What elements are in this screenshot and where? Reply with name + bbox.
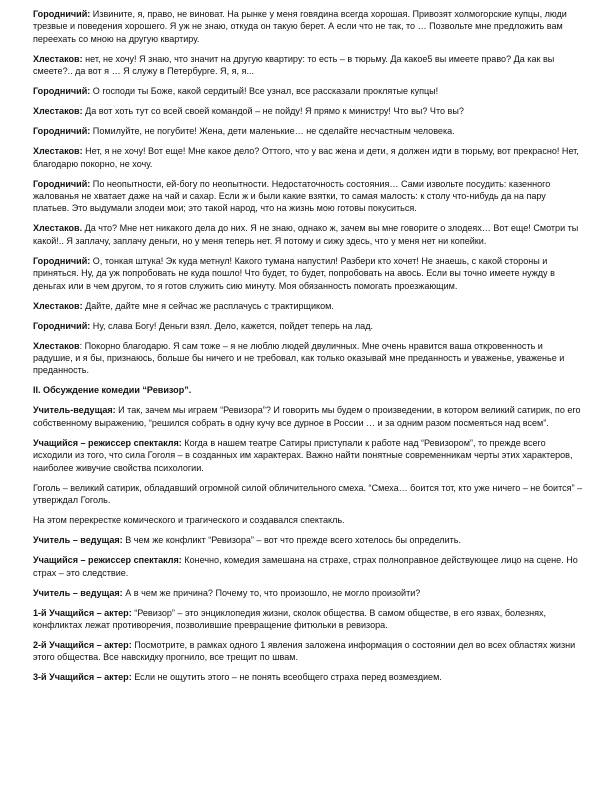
paragraph	[33, 671, 584, 683]
paragraph-text: А в чем же причина? Почему то, что произошло, не могло произойти?	[122, 587, 421, 598]
paragraph	[33, 587, 584, 599]
paragraph	[33, 85, 584, 97]
paragraph-text: Ну, слава Богу! Деньги взял. Дело, кажется, пойдет теперь на лад.	[90, 320, 373, 331]
speaker-name: Хлестаков:	[33, 300, 83, 311]
paragraph	[33, 320, 584, 332]
speaker-name: Городничий:	[33, 178, 91, 189]
paragraph-text: Извините, я, право, не виноват. На рынке у меня говядина всегда хорошая. Привозят холмогорские купцы, люди трезвые и поведения хорошего. Я уж не знаю, откуда он такую берет. А если что не так, то … Позвольте мне предложить вам переехать со мною на другую квартиру.	[33, 9, 567, 44]
paragraph-text: По неопытности, ей-богу по неопытности. Недостаточность состояния… Сами извольте посудить: казенного жалованья не хватает даже на чай и сахар. Если ж и были какие взятки, то самая малость: к столу что-нибудь да на пару платьев. Это выдумали злодеи мои; это такой народ, что на жизнь мою готовы покуситься.	[33, 178, 551, 214]
paragraph	[33, 300, 584, 312]
paragraph-text: Конечно, комедия замешана на страхе, страх полноправное действующее лицо на сцене. Но страх – это следствие.	[33, 555, 578, 578]
speaker-name: Учащийся – режиссер спектакля:	[33, 437, 182, 448]
speaker-name: Городничий:	[33, 9, 91, 19]
paragraph	[33, 255, 584, 292]
speaker-name: Учитель – ведущая:	[33, 587, 123, 598]
paragraph-text: И так, зачем мы играем “Ревизора”? И говорить мы будем о произведении, в котором великий сатирик, по его собственному выражению, “решился собрать в одну кучу все дурное в России … и за одним разом посмеяться над всем”.	[33, 405, 581, 428]
paragraph-text: Да что? Мне нет никакого дела до них. Я не знаю, однако ж, зачем вы мне говорите о злодеях… Вот еще! Смотри ты какой!.. Я заплачу, заплачу деньги, но у меня теперь нет. Я потому и сижу здесь, что у меня нет ни копейки.	[33, 223, 579, 246]
speaker-name: Учитель – ведущая:	[33, 535, 123, 546]
paragraph	[33, 554, 584, 579]
paragraph-text: Дайте, дайте мне я сейчас же расплачусь с трактирщиком.	[82, 300, 334, 311]
paragraph	[33, 340, 584, 377]
paragraph	[33, 222, 584, 247]
section-title: II. Обсуждение комедии “Ревизор”.	[33, 385, 192, 396]
speaker-name: 1-й Учащийся – актер:	[33, 607, 132, 618]
speaker-name: Хлестаков:	[33, 146, 83, 157]
speaker-name: 2-й Учащийся – актер:	[33, 639, 132, 650]
paragraph	[33, 639, 584, 664]
paragraph	[33, 482, 584, 507]
paragraph	[33, 514, 584, 526]
paragraph	[33, 53, 584, 78]
paragraph	[33, 8, 584, 45]
speaker-name: Хлестаков.	[33, 223, 83, 234]
paragraph	[33, 105, 584, 117]
paragraph-text: На этом перекрестке комического и трагического и создавался спектакль.	[33, 515, 345, 526]
speaker-name: Хлестаков:	[33, 106, 83, 117]
paragraph-text: Гоголь – великий сатирик, обладавший огромной силой обличительного смеха. “Смеха… боится тот, кто уже ничего – не боится” – утверждал Гоголь.	[33, 482, 583, 506]
paragraph-text: нет, не хочу! Я знаю, что значит на другую квартиру: то есть – в тюрьму. Да какое5 вы имеете право? Да как вы смеете?.. да вот я … Я служу в Петербурге. Я, я, я...	[33, 53, 555, 77]
paragraph	[33, 125, 584, 137]
paragraph	[33, 404, 584, 429]
section-heading	[33, 384, 584, 396]
paragraph	[33, 607, 584, 632]
speaker-name: Городничий:	[33, 320, 91, 331]
paragraph-text: Когда в нашем театре Сатиры приступали к работе над “Ревизором”, то прежде всего исходили из того, что сила Гоголя – в созданных им характерах. Важно найти понятные современникам черты этих характеров, наиболее живучие свойства психологии.	[33, 437, 573, 473]
paragraph-text: “Ревизор” – это энциклопедия жизни, сколок общества. В самом обществе, в его язвах, болезнях, конфликтах лежат противоречия, позволившие превращение фитюльки в ревизора.	[33, 607, 547, 630]
paragraph-text: : Покорно благодарю. Я сам тоже – я не люблю людей двуличных. Мне очень нравится ваша откровенность и радушие, и я бы, признаюсь, больше бы ничего и не требовал, как только оказывай мне преданность и уваженье, уваженье и преданность.	[33, 340, 565, 376]
paragraph-text: Посмотрите, в рамках одного 1 явления заложена информация о состоянии дел во всех областях жизни этого общества. Все навскидку прогнило, все трещит по швам.	[33, 639, 576, 663]
speaker-name: Городничий:	[33, 255, 91, 266]
speaker-name: Учитель-ведущая:	[33, 405, 116, 416]
speaker-name: Городничий:	[33, 126, 91, 137]
paragraph-text: О, тонкая штука! Эк куда метнул! Какого тумана напустил! Разбери кто хочет! Не знаешь, с какой стороны и приняться. Ну, да уж попробовать не куда пошло! Что будет, то будет, попробовать на авось. Если вы точно имеете нужду в деньгах или в чем другом, то я готов служить сию минуту. Моя обязанность помогать проезжающим.	[33, 255, 555, 291]
speaker-name: Городничий:	[33, 86, 91, 97]
paragraph	[33, 437, 584, 474]
paragraph	[33, 534, 584, 546]
paragraph-text: Помилуйте, не погубите! Жена, дети маленькие… не сделайте несчастным человека.	[90, 126, 455, 137]
paragraph-text: О господи ты Боже, какой сердитый! Все узнал, все рассказали проклятые купцы!	[90, 86, 439, 97]
paragraph	[33, 145, 584, 170]
speaker-name: 3-й Учащийся – актер:	[33, 672, 132, 683]
paragraph-text: В чем же конфликт “Ревизора” – вот что прежде всего хотелось бы определить.	[122, 535, 462, 546]
speaker-name: Хлестаков	[33, 340, 80, 351]
speaker-name: Хлестаков:	[33, 53, 83, 64]
speaker-name: Учащийся – режиссер спектакля:	[33, 555, 182, 566]
paragraph	[33, 178, 584, 215]
paragraph-text: Нет, я не хочу! Вот еще! Мне какое дело? Оттого, что у вас жена и дети, я должен идти в тюрьму, вот прекрасно! Нет, благодарю покорно, не хочу.	[33, 146, 579, 169]
paragraph-text: Если не ощутить этого – не понять всеобщего страха перед возмездием.	[131, 672, 442, 683]
paragraph-text: Да вот хоть тут со всей своей командой – не пойду! Я прямо к министру! Что вы? Что вы?	[82, 106, 464, 117]
